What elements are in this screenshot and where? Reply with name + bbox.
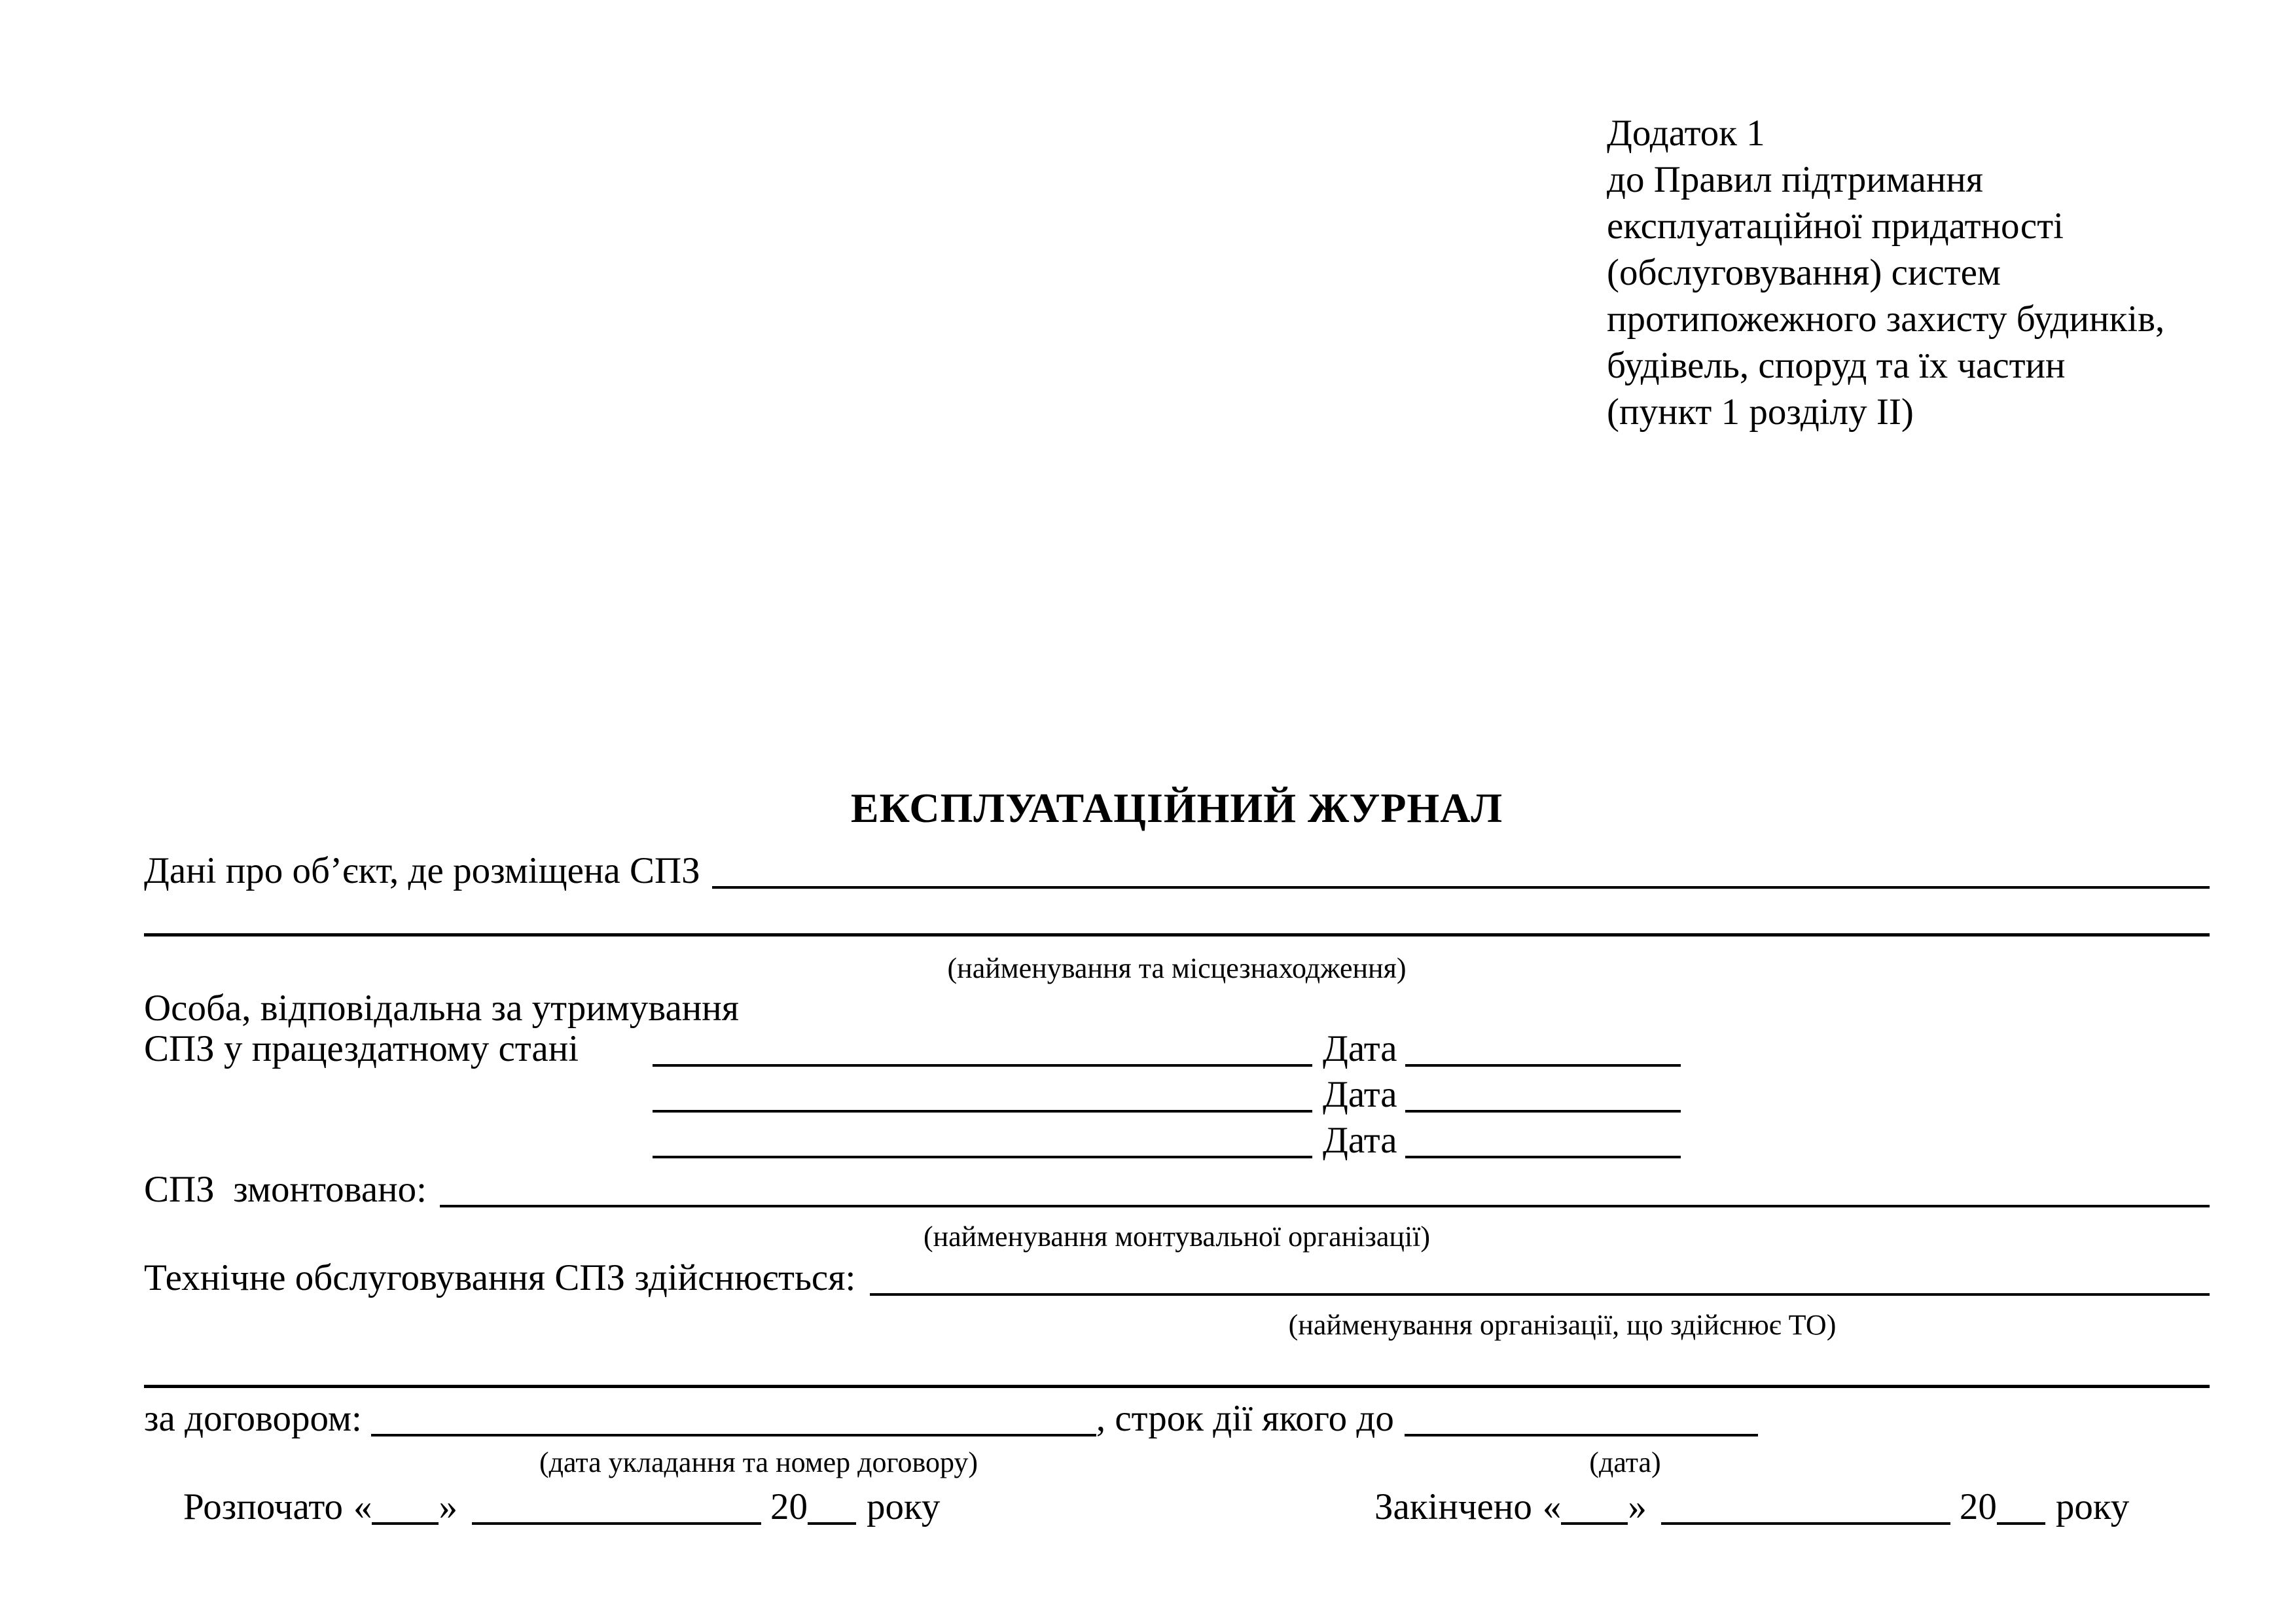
date-blank	[1405, 1149, 1681, 1158]
date-blank	[1405, 1103, 1681, 1113]
date-label: Дата	[1323, 1074, 1397, 1115]
maintenance-continuation-line	[144, 1385, 2210, 1388]
responsible-row-3	[144, 1118, 2210, 1164]
responsible-name-blank	[653, 1058, 1312, 1067]
installed-label: СПЗ змонтовано:	[144, 1169, 427, 1210]
year-prefix: 20	[1959, 1486, 1997, 1527]
maintenance-label: Технічне обслуговування СПЗ здійснюється:	[144, 1257, 856, 1298]
responsible-label-line1: Особа, відповідальна за утримування	[144, 988, 739, 1029]
object-info-blank-line	[712, 880, 2210, 889]
open-quote: «	[353, 1486, 372, 1527]
appendix-reference-block	[1607, 110, 2235, 435]
year-blank	[808, 1516, 856, 1525]
contract-number-blank	[371, 1427, 1096, 1436]
year-blank	[1997, 1516, 2045, 1525]
appendix-line: до Правил підтримання	[1607, 159, 1983, 200]
maintenance-org-blank	[870, 1287, 2210, 1296]
caption-installer-org: (найменування монтувальної організації)	[923, 1221, 1431, 1253]
finished-group	[1374, 1484, 2129, 1530]
contract-term-date-blank	[1405, 1427, 1758, 1436]
responsible-label-line2: СПЗ у працездатному стані	[144, 1028, 579, 1069]
contract-term-label: , строк дії якого до	[1096, 1398, 1394, 1439]
close-quote: »	[1628, 1486, 1647, 1527]
installed-row	[144, 1167, 2210, 1213]
caption-date: (дата)	[1589, 1446, 1661, 1478]
appendix-line: протипожежного захисту будинків,	[1607, 298, 2165, 340]
day-blank	[1561, 1516, 1628, 1525]
open-quote: «	[1542, 1486, 1562, 1527]
object-info-row	[144, 848, 2210, 894]
caption-contract-date-number: (дата укладання та номер договору)	[539, 1446, 978, 1478]
year-suffix: року	[866, 1486, 941, 1527]
contract-row	[144, 1396, 2210, 1442]
journal-dates-row	[144, 1484, 2210, 1530]
appendix-line: (пункт 1 розділу II)	[1607, 391, 1914, 433]
month-blank	[472, 1516, 761, 1525]
caption-object-location: (найменування та місцезнаходження)	[947, 952, 1407, 984]
month-blank	[1661, 1516, 1950, 1525]
finished-label: Закінчено	[1374, 1486, 1532, 1527]
installer-org-blank	[440, 1198, 2210, 1207]
object-info-continuation-line	[144, 933, 2210, 936]
page-title: ЕКСПЛУАТАЦІЙНИЙ ЖУРНАЛ	[850, 785, 1503, 831]
appendix-line: будівель, споруд та їх частин	[1607, 345, 2066, 386]
year-prefix: 20	[770, 1486, 808, 1527]
responsible-row-2	[144, 1072, 2210, 1118]
contract-label: за договором:	[144, 1398, 362, 1439]
close-quote: »	[439, 1486, 457, 1527]
date-blank	[1405, 1058, 1681, 1067]
day-blank	[372, 1516, 439, 1525]
responsible-name-blank	[653, 1103, 1312, 1113]
appendix-line: Додаток 1	[1607, 113, 1765, 154]
caption-maintenance-org: (найменування організації, що здійснює ТО)	[1288, 1309, 1837, 1341]
appendix-line: (обслуговування) систем	[1607, 252, 2001, 293]
date-label: Дата	[1323, 1028, 1397, 1069]
date-label: Дата	[1323, 1120, 1397, 1161]
started-label: Розпочато	[183, 1486, 343, 1527]
maintenance-row	[144, 1255, 2210, 1301]
appendix-line: експлуатаційної придатності	[1607, 205, 2064, 247]
responsible-label-row	[144, 986, 2210, 1031]
started-group	[183, 1484, 940, 1530]
responsible-row-1	[144, 1026, 2210, 1072]
object-info-label: Дані про об’єкт, де розміщена СПЗ	[144, 850, 700, 891]
responsible-name-blank	[653, 1149, 1312, 1158]
year-suffix: року	[2055, 1486, 2130, 1527]
